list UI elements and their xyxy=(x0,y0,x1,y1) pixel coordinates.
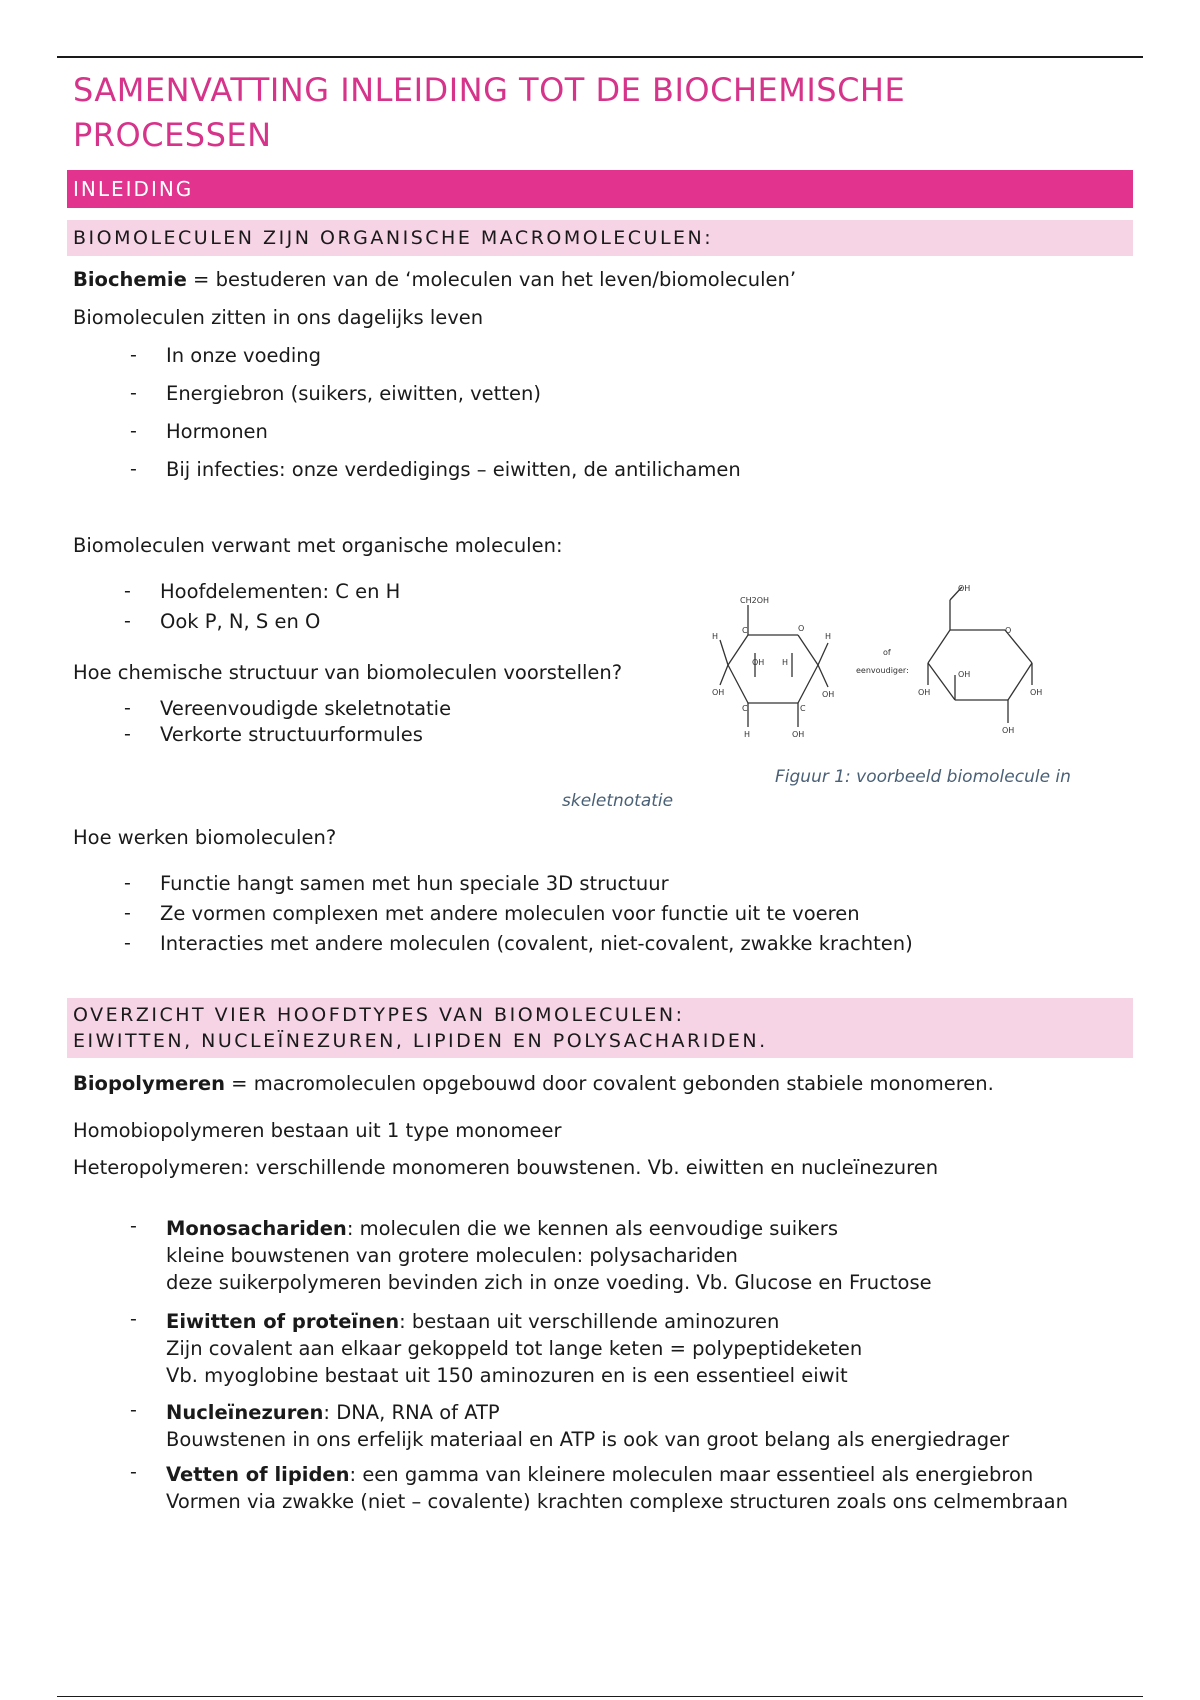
bullet-dash: - xyxy=(124,723,131,745)
fig-label-simpler: eenvoudiger: xyxy=(856,666,909,675)
list-item: Interacties met andere moleculen (covalent, niet-covalent, zwakke krachten) xyxy=(160,932,913,955)
subheading-overzicht-line-1: OVERZICHT VIER HOOFDTYPES VAN BIOMOLECULEN: xyxy=(73,1004,685,1026)
fig-oh: OH xyxy=(752,658,765,667)
fig-c: C xyxy=(742,626,748,635)
figure-caption-line-1: Figuur 1: voorbeeld biomolecule in xyxy=(775,767,1071,787)
type-line: Vormen via zwakke (niet – covalente) krachten complexe structuren zoals ons celmembraan xyxy=(166,1490,1068,1513)
page-title xyxy=(73,68,1073,158)
figure-caption-line-2: skeletnotatie xyxy=(562,791,674,811)
subheading-overzicht-line-2: EIWITTEN, NUCLEÏNEZUREN, LIPIDEN EN POLYSACHARIDEN. xyxy=(73,1030,768,1052)
list-item: Hormonen xyxy=(166,420,268,443)
type-term: Monosachariden xyxy=(166,1217,347,1240)
bullet-dash: - xyxy=(130,1308,137,1330)
bullet-dash: - xyxy=(130,382,137,404)
list-item: Energiebron (suikers, eiwitten, vetten) xyxy=(166,382,541,405)
structure-question: Hoe chemische structuur van biomoleculen voorstellen? xyxy=(73,661,623,684)
work-question: Hoe werken biomoleculen? xyxy=(73,826,337,849)
fig-ch2oh: CH2OH xyxy=(740,596,770,605)
fig-oh: OH xyxy=(1002,726,1015,735)
bullet-dash: - xyxy=(124,610,131,632)
list-item: Vereenvoudigde skeletnotatie xyxy=(160,697,452,720)
type-line: Vb. myoglobine bestaat uit 150 aminozuren en is een essentieel eiwit xyxy=(166,1364,848,1387)
list-item: Hoofdelementen: C en H xyxy=(160,580,401,603)
type-rest: : een gamma van kleinere moleculen maar essentieel als energiebron xyxy=(349,1463,1034,1486)
fig-oh: OH xyxy=(918,688,931,697)
type-rest: : DNA, RNA of ATP xyxy=(323,1401,500,1424)
bullet-dash: - xyxy=(130,344,137,366)
heteropolymeren: Heteropolymeren: verschillende monomeren bouwstenen. Vb. eiwitten en nucleïnezuren xyxy=(73,1156,939,1179)
bullet-dash: - xyxy=(130,420,137,442)
type-eiwitten xyxy=(166,1308,862,1389)
bullet-dash: - xyxy=(124,932,131,954)
subheading-biomoleculen: BIOMOLECULEN ZIJN ORGANISCHE MACROMOLECULEN: xyxy=(67,220,1133,256)
list-item: Ook P, N, S en O xyxy=(160,610,321,633)
top-rule xyxy=(57,56,1143,58)
biochemie-def: = bestuderen van de ‘moleculen van het leven/biomoleculen’ xyxy=(186,268,797,291)
type-rest: : moleculen die we kennen als eenvoudige suikers xyxy=(346,1217,838,1240)
list-item: In onze voeding xyxy=(166,344,322,367)
fig-oh: OH xyxy=(822,690,835,699)
biopolymeren-term: Biopolymeren xyxy=(73,1072,225,1095)
type-term: Vetten of lipiden xyxy=(166,1463,350,1486)
bullet-dash: - xyxy=(124,902,131,924)
type-term: Eiwitten of proteïnen xyxy=(166,1310,400,1333)
bullet-dash: - xyxy=(130,458,137,480)
title-line-1: SAMENVATTING INLEIDING TOT DE BIOCHEMISCHE xyxy=(73,71,906,109)
bottom-rule xyxy=(57,1696,1143,1697)
list-item: Functie hangt samen met hun speciale 3D structuur xyxy=(160,872,669,895)
fig-oh: OH xyxy=(792,730,805,739)
biopolymeren-definition xyxy=(73,1072,994,1095)
biochemie-definition xyxy=(73,268,796,291)
fig-oh: OH xyxy=(958,584,971,593)
biopolymeren-def: = macromoleculen opgebouwd door covalent gebonden stabiele monomeren. xyxy=(224,1072,994,1095)
type-vetten xyxy=(166,1461,1068,1515)
fig-oh: OH xyxy=(958,670,971,679)
fig-h: H xyxy=(712,632,719,641)
fig-c: C xyxy=(800,704,806,713)
section-heading-inleiding: INLEIDING xyxy=(67,170,1133,208)
biochemie-term: Biochemie xyxy=(73,268,187,291)
bullet-dash: - xyxy=(130,1399,137,1421)
type-monosachariden xyxy=(166,1215,932,1296)
bullet-dash: - xyxy=(124,697,131,719)
bullet-dash: - xyxy=(124,580,131,602)
title-line-2: PROCESSEN xyxy=(73,116,272,154)
fig-h: H xyxy=(744,730,751,739)
bullet-dash: - xyxy=(130,1461,137,1483)
fig-o-left: O xyxy=(798,624,805,633)
fig-oh: OH xyxy=(1030,688,1043,697)
fig-label-or: of xyxy=(883,648,891,657)
fig-oh: OH xyxy=(712,688,725,697)
type-line: Zijn covalent aan elkaar gekoppeld tot lange keten = polypeptideketen xyxy=(166,1337,863,1360)
list-item: Ze vormen complexen met andere moleculen voor functie uit te voeren xyxy=(160,902,860,925)
fig-o-right: O xyxy=(1005,626,1012,635)
bullet-dash: - xyxy=(124,872,131,894)
subheading-overzicht xyxy=(67,998,1133,1058)
type-line: deze suikerpolymeren bevinden zich in onze voeding. Vb. Glucose en Fructose xyxy=(166,1271,932,1294)
type-rest: : bestaan uit verschillende aminozuren xyxy=(399,1310,780,1333)
type-line: Bouwstenen in ons erfelijk materiaal en ATP is ook van groot belang als energiedrager xyxy=(166,1428,1010,1451)
fig-h: H xyxy=(782,658,789,667)
type-term: Nucleïnezuren xyxy=(166,1401,324,1424)
bullet-dash: - xyxy=(130,1215,137,1237)
glucose-structure-figure xyxy=(700,575,1100,750)
organic-intro: Biomoleculen verwant met organische moleculen: xyxy=(73,534,563,557)
type-line: kleine bouwstenen van grotere moleculen: polysachariden xyxy=(166,1244,738,1267)
homobiopolymeren: Homobiopolymeren bestaan uit 1 type monomeer xyxy=(73,1119,562,1142)
list-item: Bij infecties: onze verdedigings – eiwitten, de antilichamen xyxy=(166,458,741,481)
daily-intro: Biomoleculen zitten in ons dagelijks leven xyxy=(73,306,484,329)
type-nucleinezuren xyxy=(166,1399,1009,1453)
fig-h: H xyxy=(825,632,832,641)
fig-c: C xyxy=(742,704,748,713)
list-item: Verkorte structuurformules xyxy=(160,723,423,746)
